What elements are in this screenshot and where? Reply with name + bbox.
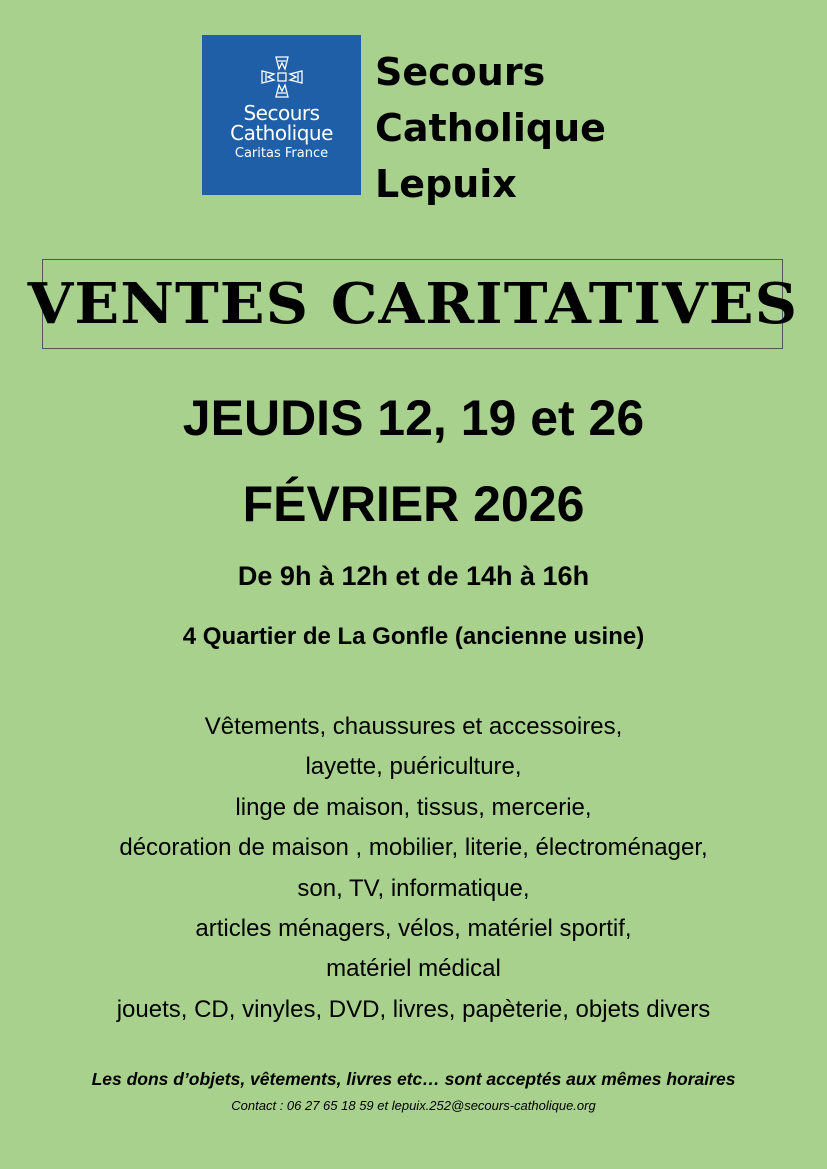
org-name-line3: Lepuix — [375, 162, 517, 206]
list-item: layette, puériculture, — [305, 753, 522, 781]
list-item: articles ménagers, vélos, matériel sportif, — [195, 915, 632, 943]
list-item: décoration de maison , mobilier, literie, électroménager, — [119, 834, 708, 862]
event-address: 4 Quartier de La Gonfle (ancienne usine) — [182, 623, 645, 650]
title-banner — [27, 259, 798, 349]
list-item: Vêtements, chaussures et accessoires, — [204, 713, 623, 740]
logo-text-caritas: Caritas France — [234, 146, 329, 161]
secours-catholique-logo — [202, 35, 361, 195]
list-item: jouets, CD, vinyles, DVD, livres, papèterie, objets divers — [116, 995, 711, 1023]
dates-line2: FÉVRIER 2026 — [242, 476, 585, 532]
organization-name — [375, 44, 606, 212]
event-hours: De 9h à 12h et de 14h à 16h — [237, 561, 590, 591]
list-item: son, TV, informatique, — [297, 874, 530, 902]
list-item: matériel médical — [326, 955, 501, 983]
dates-line1: JEUDIS 12, 19 et 26 — [182, 390, 645, 446]
event-dates — [0, 375, 827, 547]
logo-text-secours: Secours — [243, 101, 320, 125]
cross-icon — [260, 55, 304, 99]
contact-info: Contact : 06 27 65 18 59 et lepuix.252@secours-catholique.org — [231, 1098, 596, 1113]
list-item: linge de maison, tissus, mercerie, — [235, 793, 592, 821]
donations-note: Les dons d’objets, vêtements, livres etc… sont acceptés aux mêmes horaires — [91, 1069, 736, 1089]
org-name-line2: Catholique — [375, 106, 606, 150]
org-name-line1: Secours — [375, 50, 546, 94]
logo-text-catholique: Catholique — [230, 121, 333, 145]
banner-title: VENTES CARITATIVES — [27, 271, 798, 337]
items-list — [0, 707, 827, 1030]
